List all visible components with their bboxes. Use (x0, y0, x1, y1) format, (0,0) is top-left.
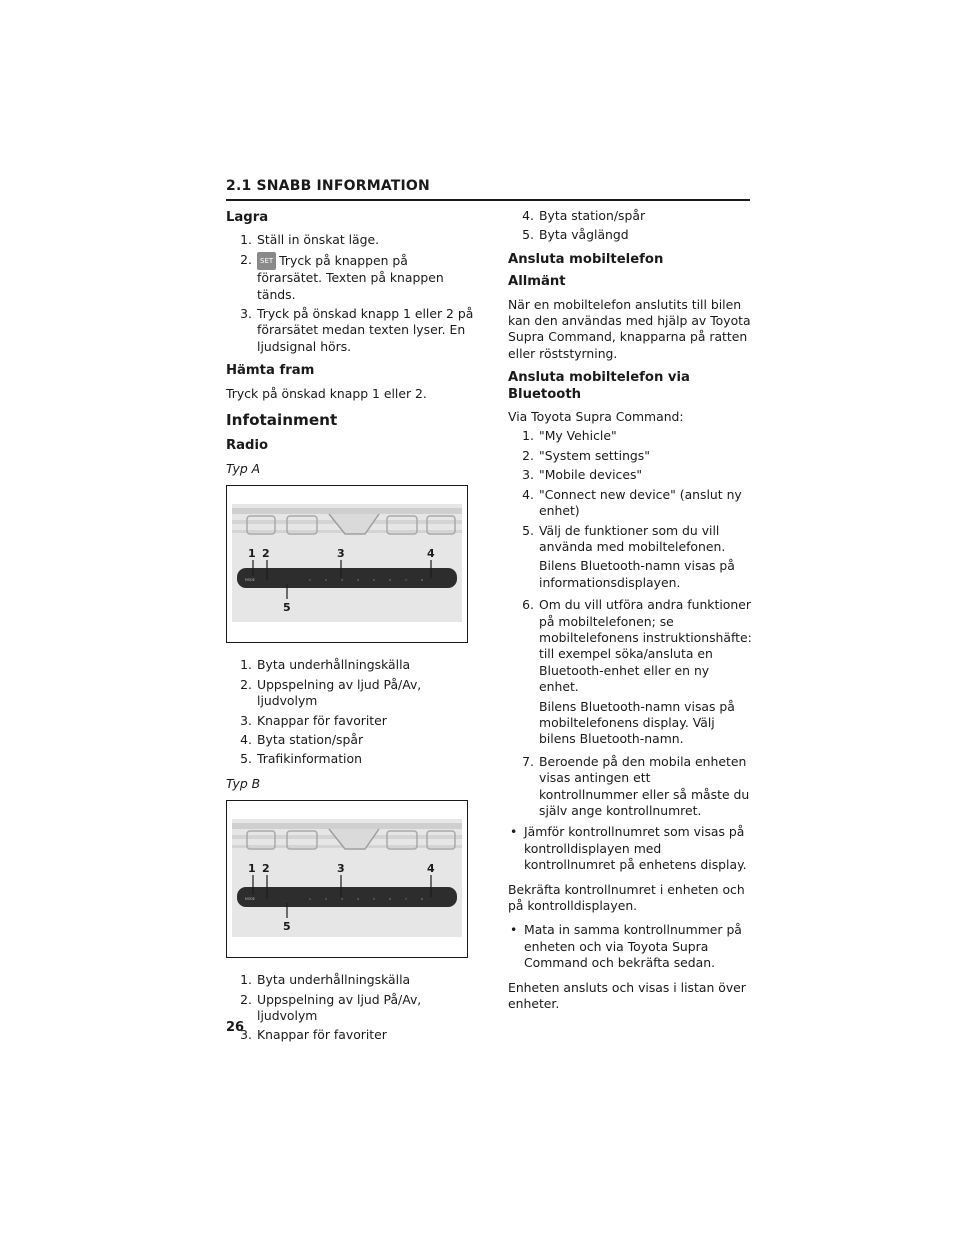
svg-text:5: 5 (373, 578, 375, 583)
item-number: 1. (240, 972, 252, 988)
list-item (508, 227, 752, 243)
item-number: 3. (240, 712, 252, 728)
list-item (508, 754, 752, 820)
typ-a-label: Typ A (226, 460, 261, 476)
step-number: 7. (522, 753, 534, 769)
list-item (508, 428, 752, 444)
callout-3: 3 (337, 547, 345, 561)
svg-text:3: 3 (341, 897, 343, 902)
step-text: Tryck på önskad knapp 1 eller 2 på förarsätet medan texten lyser. En ljudsignal hörs. (257, 306, 474, 354)
confirm-text: Bekräfta kontrollnumret i enheten och på kontrolldisplayen. (508, 881, 745, 914)
svg-text:7: 7 (405, 578, 407, 583)
bullet-list-2 (508, 922, 752, 971)
item-number: 2. (240, 676, 252, 692)
svg-text:6: 6 (389, 897, 391, 902)
step-text: Tryck på knappen på förarsätet. Texten på knappen tänds. (257, 252, 444, 302)
bluetooth-step6 (508, 597, 752, 695)
radio-heading: Radio (226, 438, 269, 454)
list-item (508, 922, 752, 971)
step-text: Ställ in önskat läge. (257, 232, 380, 248)
step-number: 4. (522, 486, 534, 502)
list-item (508, 523, 752, 556)
set-button-icon: SET (257, 252, 276, 270)
step-text: "System settings" (539, 447, 650, 463)
left-column (226, 208, 474, 1052)
step-number: 1. (240, 232, 252, 248)
callout-5: 5 (283, 920, 291, 934)
item-text: Byta våglängd (539, 227, 629, 243)
callout-1: 1 (248, 862, 256, 876)
list-item (226, 677, 474, 710)
item-text: Uppspelning av ljud På/Av, ljudvolym (257, 991, 422, 1023)
hamta-heading: Hämta fram (226, 363, 315, 379)
item-text: Byta underhållningskälla (257, 972, 411, 988)
list-item (508, 208, 752, 224)
step-number: 5. (522, 522, 534, 538)
allmant-heading: Allmänt (508, 274, 566, 290)
radio-panel-figure-a (226, 485, 468, 643)
typ-b-list-continued (508, 208, 752, 244)
step-text: "Mobile devices" (539, 467, 643, 483)
callout-2: 2 (262, 547, 270, 561)
step6-note: Bilens Bluetooth-namn visas på mobiltelefonens display. Välj bilens Bluetooth-namn. (539, 698, 735, 747)
list-item (226, 1027, 474, 1043)
item-number: 4. (240, 731, 252, 747)
svg-text:1: 1 (309, 578, 311, 583)
right-column (508, 208, 752, 1020)
svg-text:8: 8 (421, 578, 423, 583)
lagra-heading: Lagra (226, 210, 269, 225)
item-text: Knappar för favoriter (257, 1027, 387, 1043)
bluetooth-step7 (508, 754, 752, 820)
panel-mode-label: MODE (245, 897, 255, 902)
step-number: 3. (240, 306, 252, 322)
item-text: Uppspelning av ljud På/Av, ljudvolym (257, 676, 422, 709)
bullet-text: Jämför kontrollnumret som visas på kontrolldisplayen med kontrollnumret på enhetens display. (524, 824, 747, 873)
svg-text:2: 2 (325, 578, 327, 583)
list-item (226, 306, 474, 355)
radio-panel-illustration-a (227, 486, 467, 642)
svg-text:2: 2 (325, 897, 327, 902)
step-text: Om du vill utföra andra funktioner på mobiltelefonen; se mobiltelefonens instruktionshäfte: till exempel söka/ansluta en Bluetooth-enhet eller en ny enhet. (539, 597, 752, 695)
svg-text:7: 7 (405, 897, 407, 902)
ansluta-heading: Ansluta mobiltelefon (508, 251, 664, 267)
callout-4: 4 (427, 547, 435, 561)
step-number: 2. (240, 251, 252, 267)
page-header (226, 178, 750, 201)
item-text: Byta station/spår (539, 208, 646, 223)
item-number: 4. (522, 208, 534, 223)
item-number: 5. (240, 751, 252, 767)
step-number: 3. (522, 467, 534, 483)
list-item (226, 992, 474, 1025)
step-text: Välj de funktioner som du vill använda med mobiltelefonen. (539, 522, 726, 554)
infotainment-heading: Infotainment (226, 411, 338, 430)
list-item (226, 232, 474, 248)
lagra-steps (226, 232, 474, 355)
bluetooth-steps (508, 428, 752, 555)
step-text: "Connect new device" (anslut ny enhet) (539, 486, 742, 519)
svg-text:4: 4 (357, 578, 359, 583)
callout-3: 3 (337, 862, 345, 876)
step-text: Beroende på den mobila enheten visas antingen ett kontrollnummer eller så måste du själv ange kontrollnumret. (539, 753, 750, 818)
callout-4: 4 (427, 862, 435, 876)
header-rule (226, 199, 750, 201)
item-number: 3. (240, 1027, 252, 1043)
item-number: 5. (522, 227, 534, 243)
step-text: "My Vehicle" (539, 428, 617, 444)
list-item (226, 252, 474, 303)
item-text: Knappar för favoriter (257, 712, 387, 728)
section-title: 2.1 SNABB INFORMATION (226, 178, 430, 194)
step-number: 6. (522, 597, 534, 613)
page-number: 26 (226, 1020, 245, 1035)
allmant-text: När en mobiltelefon anslutits till bilen kan den användas med hjälp av Toyota Supra Command, knapparna på ratten eller röststyrning. (508, 296, 751, 361)
item-text: Byta underhållningskälla (257, 657, 411, 673)
bluetooth-heading: Ansluta mobiltelefon via Bluetooth (508, 370, 690, 402)
item-text: Trafikinformation (257, 751, 362, 767)
list-item (508, 487, 752, 520)
svg-text:5: 5 (373, 897, 375, 902)
item-text: Byta station/spår (257, 731, 364, 747)
final-text: Enheten ansluts och visas i listan över enheter. (508, 979, 746, 1012)
panel-mode-label: MODE (245, 578, 255, 583)
callout-2: 2 (262, 862, 270, 876)
step-number: 1. (522, 428, 534, 444)
list-item (226, 972, 474, 988)
step-number: 2. (522, 447, 534, 463)
step5-note: Bilens Bluetooth-namn visas på informationsdisplayen. (539, 558, 735, 590)
list-item (226, 657, 474, 673)
typ-b-label: Typ B (226, 775, 261, 791)
callout-1: 1 (248, 547, 256, 561)
bullet-dot: • (510, 922, 518, 938)
step-text-container (257, 252, 474, 303)
list-item (508, 824, 752, 873)
radio-panel-figure-b (226, 800, 468, 958)
callout-5: 5 (283, 601, 291, 615)
bullet-text: Mata in samma kontrollnummer på enheten och via Toyota Supra Command och bekräfta sedan. (524, 922, 742, 971)
list-item (226, 713, 474, 729)
list-item (508, 597, 752, 695)
svg-text:1: 1 (309, 897, 311, 902)
hamta-text: Tryck på önskad knapp 1 eller 2. (226, 385, 427, 401)
svg-text:3: 3 (341, 578, 343, 583)
list-item (226, 732, 474, 748)
svg-text:6: 6 (389, 578, 391, 583)
radio-panel-illustration-b (227, 801, 467, 957)
list-item (508, 448, 752, 464)
typ-b-list (226, 972, 474, 1044)
svg-text:8: 8 (421, 897, 423, 902)
item-number: 1. (240, 657, 252, 673)
list-item (226, 751, 474, 767)
via-text: Via Toyota Supra Command: (508, 409, 684, 425)
bullet-dot: • (510, 824, 518, 840)
item-number: 2. (240, 991, 252, 1007)
svg-text:4: 4 (357, 897, 359, 902)
typ-a-list (226, 657, 474, 767)
bullet-list-1 (508, 824, 752, 873)
list-item (508, 467, 752, 483)
